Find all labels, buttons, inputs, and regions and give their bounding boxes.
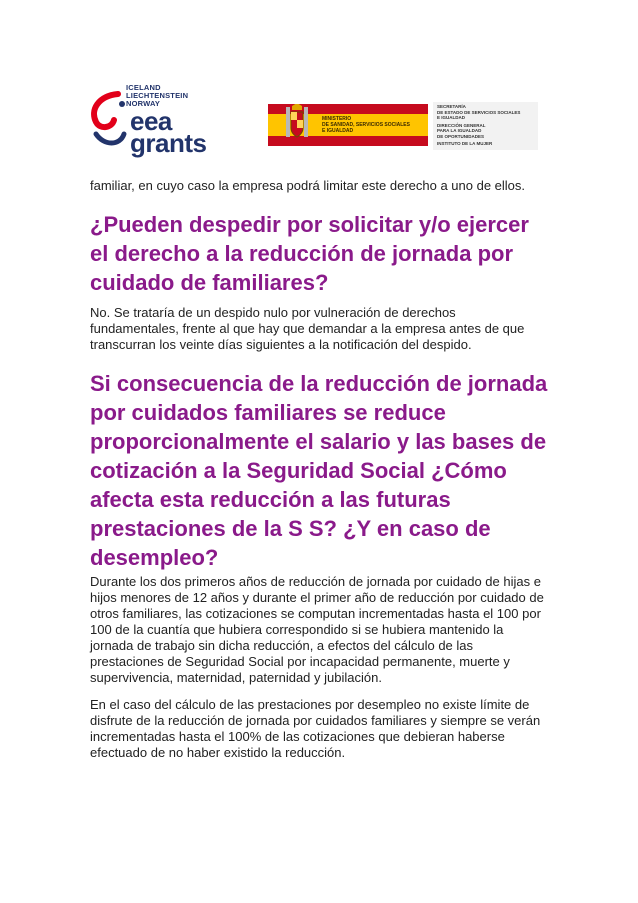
answer-paragraph: No. Se trataría de un despido nulo por vulneración de derechos fundamentales, frente al que hay que demandar a la empresa antes de que transcurran los veinte días siguientes a la notificación del despido.: [90, 305, 525, 352]
answer-paragraph: Durante los dos primeros años de reducción de jornada por cuidado de hijas e hijos menores de 12 años y durante el primer año de reducción por cuidado de otros familiares, las cotizaciones se computan incrementadas hasta el 100 por 100 de la cuantía que hubiera correspondido si se hubiera mantenido la jornada de trabajo sin dicha reducción, a efectos del cálculo de las prestaciones de Seguridad Social por incapacidad permanente, muerte y supervivencia, maternidad, paternidad y jubilación.: [90, 574, 544, 685]
answer-paragraph: En el caso del cálculo de las prestaciones por desempleo no existe límite de disfrute de la reducción de jornada por cuidados familiares y siempre se verán incrementadas hasta el 100% de las cotizaciones que debieran haberse efectuado de no haber existido la reducción.: [90, 697, 541, 760]
ministerio-logo: [268, 100, 538, 152]
eea-brand-text: eea grants: [130, 106, 207, 158]
eea-grants-logo: [88, 83, 238, 158]
secretaria-text: SECRETARÍA DE ESTADO DE SERVICIOS SOCIALES E IGUALDAD DIRECCIÓN GENERAL PARA LA IGUALDAD DE OPORTUNIDADES INSTITUTO DE LA MUJER: [437, 104, 521, 146]
eea-swirl-icon: [88, 88, 128, 152]
question-heading: ¿Pueden despedir por solicitar y/o ejercer el derecho a la reducción de jornada por cuidado de familiares?: [90, 212, 529, 295]
header-logos: [0, 0, 638, 170]
secretaria-box: [433, 102, 538, 150]
intro-paragraph: familiar, en cuyo caso la empresa podrá limitar este derecho a uno de ellos.: [90, 178, 526, 193]
spain-flag: [268, 104, 428, 146]
ministerio-text: MINISTERIO DE SANIDAD, SERVICIOS SOCIALES E IGUALDAD: [322, 116, 410, 134]
eea-countries-text: ICELAND LIECHTENSTEIN NORWAY: [126, 83, 189, 108]
document-body: [90, 178, 548, 761]
question-heading: Si consecuencia de la reducción de jornada por cuidados familiares se reduce proporcionalmente el salario y las bases de cotización a la Seguridad Social ¿Cómo afecta esta reducción a las futuras prestaciones de la S S? ¿Y en caso de desempleo?: [90, 371, 548, 570]
coat-of-arms-icon: [284, 104, 310, 146]
